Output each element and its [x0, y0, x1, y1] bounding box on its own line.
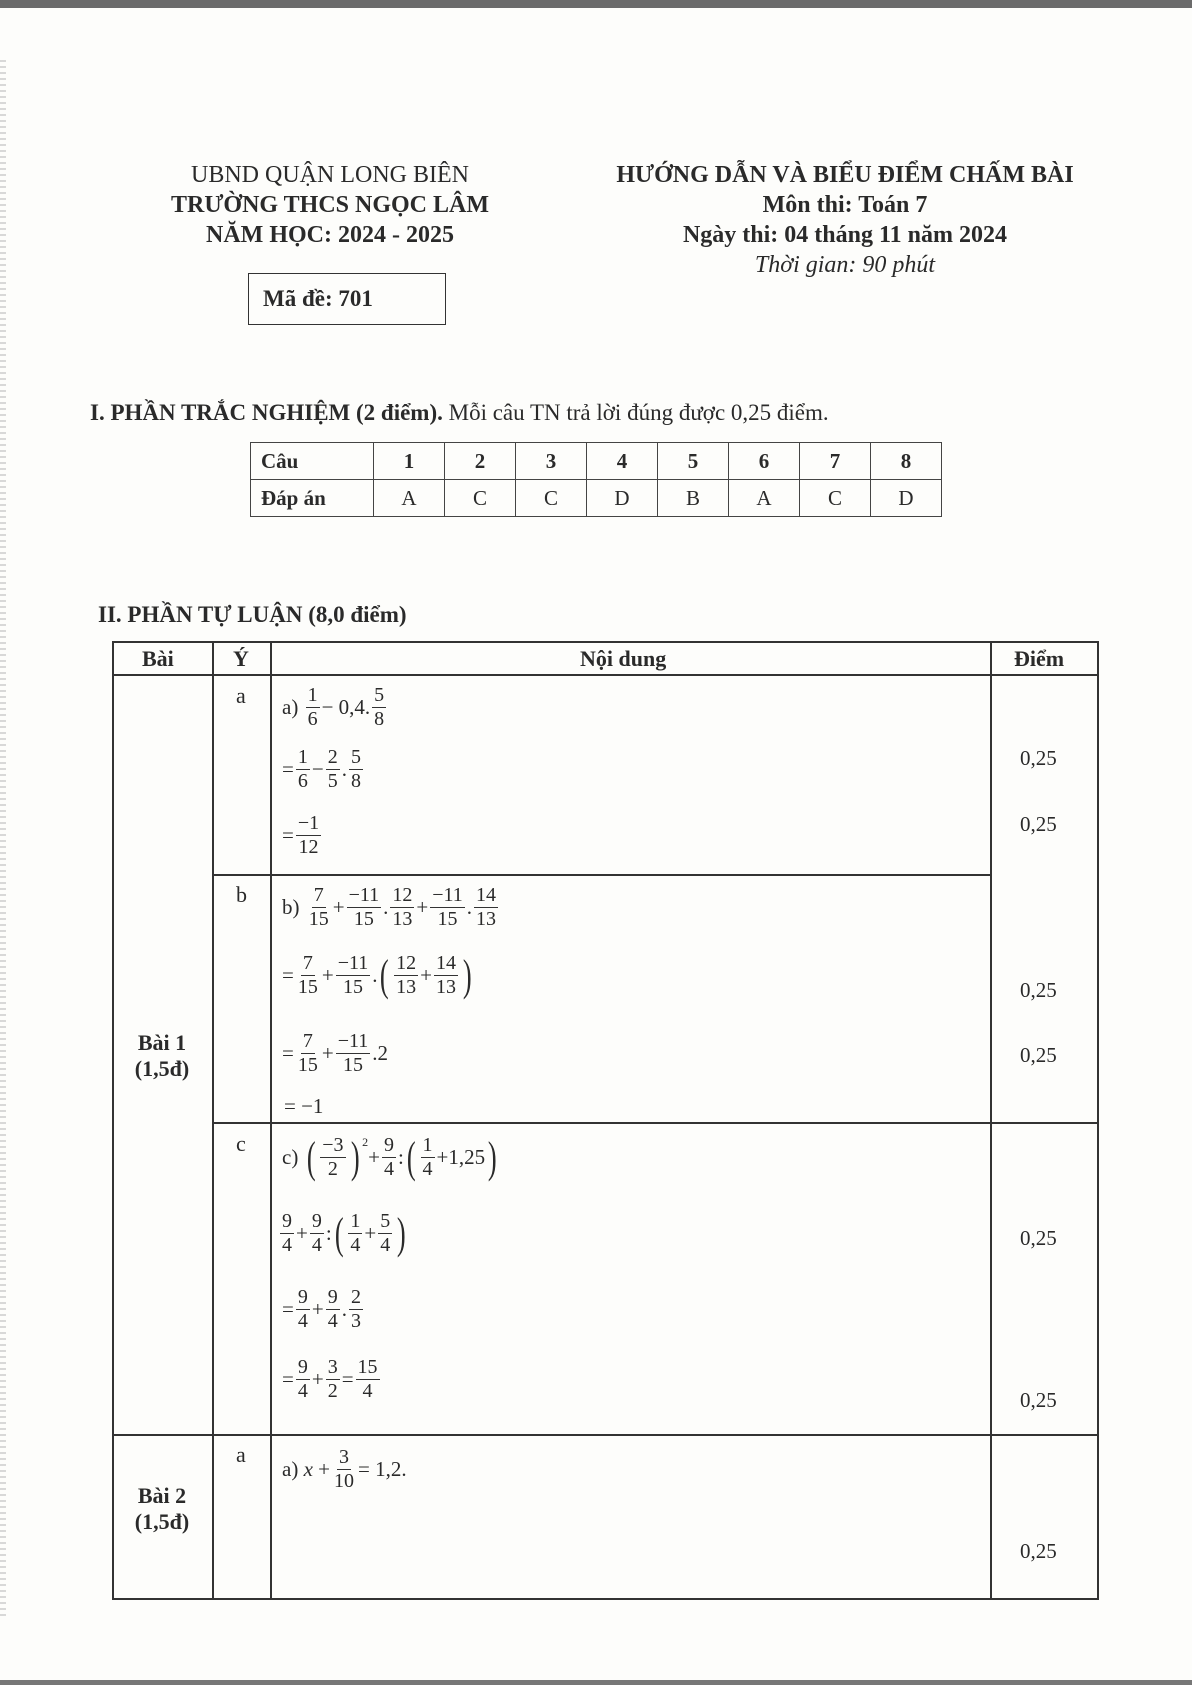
bai1a-line2: = $\frac{1}{6}$ − $\frac{2}{5}$ . $\frac{5}{8}$	[282, 746, 361, 792]
bai1c-line4: = $\frac{9}{4}$ + $\frac{3}{2}$ = $\frac{15}{4}$	[282, 1356, 378, 1402]
bai2-label	[112, 1483, 212, 1535]
exam-code-box: Mã đề: 701	[248, 273, 446, 325]
part-letter: c	[236, 1131, 246, 1156]
table-line	[112, 1434, 1099, 1436]
bai1b-line2: = $\frac{7}{15}$ + $\frac{-11}{15}$ . ( $\frac{12}{13}$ + $\frac{14}{13}$ )	[282, 950, 472, 1000]
score: 0,25	[1020, 1388, 1057, 1412]
answer: A	[374, 480, 445, 517]
answer: C	[516, 480, 587, 517]
part1-title: I. PHẦN TRẮC NGHIỆM (2 điểm).	[90, 400, 443, 425]
bai1-label	[112, 1030, 212, 1082]
bai1c-line1: c) ( $\frac{-3}{2}$ ) $^2$ + $\frac{9}{4}$ : ( $\frac{1}{4}$ + 1,25 )	[282, 1132, 497, 1182]
school-year: NĂM HỌC: 2024 - 2025	[206, 222, 454, 248]
bai1b-line1: b) $\frac{7}{15}$ + $\frac{-11}{15}$ . $\frac{12}{13}$ + $\frac{-11}{15}$ . $\frac{14}{13}$	[282, 884, 497, 930]
answer: D	[587, 480, 658, 517]
question-number: 7	[800, 443, 871, 480]
table-row	[251, 480, 942, 517]
district-name: UBND QUẬN LONG BIÊN	[191, 162, 469, 188]
scan-bottom-edge	[0, 1680, 1192, 1685]
table-line	[270, 641, 272, 1599]
bai1b-line4: = −1	[284, 1094, 324, 1118]
question-number: 1	[374, 443, 445, 480]
bai2-points: (1,5đ)	[134, 1509, 190, 1534]
part1-note: Mỗi câu TN trả lời đúng được 0,25 điểm.	[448, 400, 829, 425]
question-number: 5	[658, 443, 729, 480]
table-line	[112, 641, 1099, 643]
col-header-score: Điểm	[1014, 646, 1065, 671]
table-line	[212, 874, 992, 876]
question-number: 2	[445, 443, 516, 480]
part-letter: a	[236, 1442, 246, 1467]
table-line	[1097, 641, 1099, 1599]
bai1c-line3: = $\frac{9}{4}$ + $\frac{9}{4}$ . $\frac{2}{3}$	[282, 1286, 361, 1332]
part2-heading: II. PHẦN TỰ LUẬN (8,0 điểm)	[98, 602, 407, 627]
exam-header	[565, 160, 1125, 280]
bai1b-line3: = $\frac{7}{15}$ + $\frac{-11}{15}$ . 2	[282, 1030, 388, 1076]
col-header-content: Nội dung	[580, 646, 667, 671]
table-line	[212, 1122, 1098, 1124]
score: 0,25	[1020, 978, 1057, 1002]
answer: D	[871, 480, 942, 517]
scan-top-edge	[0, 0, 1192, 8]
table-line	[212, 641, 214, 1599]
question-number: 8	[871, 443, 942, 480]
question-number: 4	[587, 443, 658, 480]
col-header-bai: Bài	[142, 646, 174, 671]
score: 0,25	[1020, 746, 1057, 770]
table-line	[112, 641, 114, 1599]
score: 0,25	[1020, 1539, 1057, 1563]
score: 0,25	[1020, 1043, 1057, 1067]
question-number: 3	[516, 443, 587, 480]
part-letter: b	[236, 882, 247, 907]
scan-binding-edge	[0, 60, 6, 1620]
bai1a-line1: a) $\frac{1}{6}$ − 0,4. $\frac{5}{8}$	[282, 684, 385, 730]
bai1-title: Bài 1	[137, 1030, 187, 1055]
table-line	[112, 674, 1099, 676]
duration: Thời gian: 90 phút	[754, 252, 936, 278]
school-header	[140, 160, 520, 250]
row-label-answer: Đáp án	[251, 480, 374, 517]
bai2a-line1: a) x + $\frac{3}{10}$ = 1,2.	[282, 1446, 407, 1492]
table-line	[112, 1598, 1099, 1600]
answer: C	[445, 480, 516, 517]
table-line	[990, 641, 992, 1599]
school-name: TRƯỜNG THCS NGỌC LÂM	[170, 192, 490, 218]
answer: A	[729, 480, 800, 517]
part1-heading	[90, 400, 829, 426]
bai1-points: (1,5đ)	[134, 1056, 190, 1081]
table-row	[251, 443, 942, 480]
row-label-question: Câu	[251, 443, 374, 480]
bai1a-line3: = $\frac{-1}{12}$	[282, 812, 320, 858]
score: 0,25	[1020, 1226, 1057, 1250]
col-header-y: Ý	[233, 646, 249, 671]
answer: B	[658, 480, 729, 517]
score: 0,25	[1020, 812, 1057, 836]
answer-key-table	[250, 442, 942, 517]
bai1c-line2: $\frac{9}{4}$ + $\frac{9}{4}$ : ( $\frac{1}{4}$ + $\frac{5}{4}$ )	[282, 1208, 406, 1258]
part-letter: a	[236, 683, 246, 708]
exam-date: Ngày thi: 04 tháng 11 năm 2024	[682, 222, 1008, 248]
bai2-title: Bài 2	[137, 1483, 187, 1508]
doc-title: HƯỚNG DẪN VÀ BIỂU ĐIỂM CHẤM BÀI	[616, 162, 1074, 188]
subject: Môn thi: Toán 7	[762, 192, 928, 218]
question-number: 6	[729, 443, 800, 480]
answer: C	[800, 480, 871, 517]
